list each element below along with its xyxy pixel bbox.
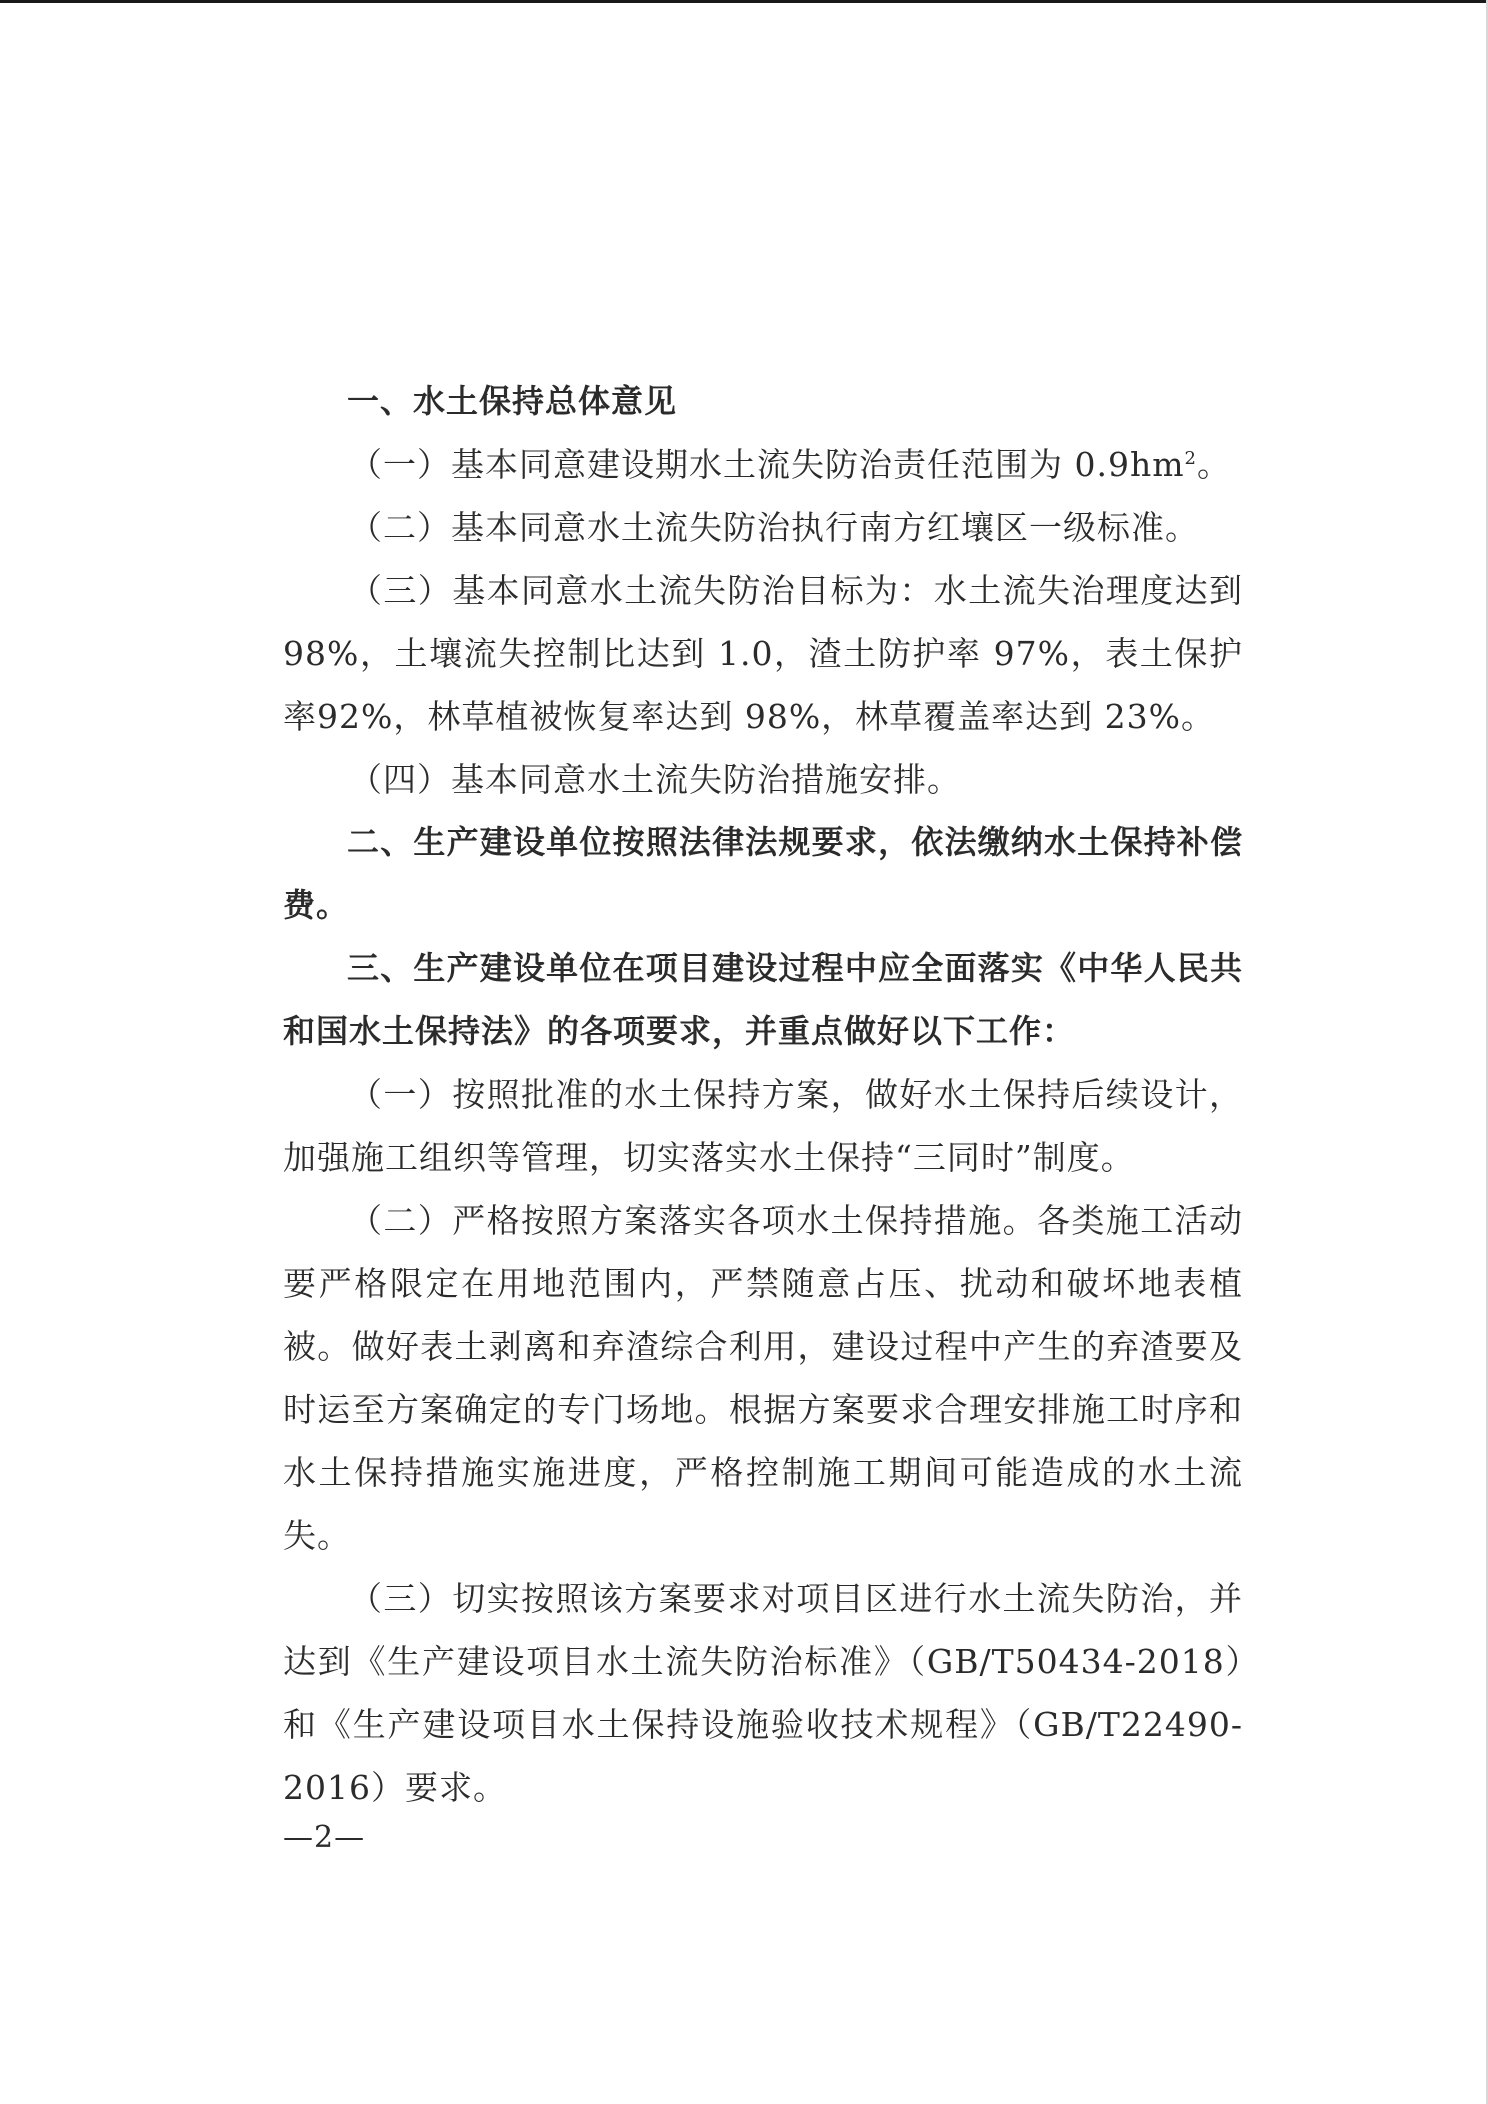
section2-heading: 二、生产建设单位按照法律法规要求，依法缴纳水土保持补偿费。 <box>283 823 1243 924</box>
page-top-border <box>0 0 1488 3</box>
page-number: —2— <box>283 1820 366 1855</box>
section1-item1 <box>283 433 1243 496</box>
document-body <box>283 370 1243 1819</box>
area-unit-superscript: 2 <box>1184 448 1197 469</box>
section1-item2: （二）基本同意水土流失防治执行南方红壤区一级标准。 <box>349 508 1199 547</box>
section3-item2: （二）严格按照方案落实各项水土保持措施。各类施工活动要严格限定在用地范围内，严禁随意占压、扰动和破坏地表植被。做好表土剥离和弃渣综合利用，建设过程中产生的弃渣要及时运至方案确定的专门场地。根据方案要求合理安排施工时序和水土保持措施实施进度，严格控制施工期间可能造成的水土流失。 <box>283 1201 1243 1555</box>
section1-item4: （四）基本同意水土流失防治措施安排。 <box>349 760 961 799</box>
section3-item1: （一）按照批准的水土保持方案，做好水土保持后续设计，加强施工组织等管理，切实落实水土保持“三同时”制度。 <box>283 1075 1243 1177</box>
section1-heading: 一、水土保持总体意见 <box>347 382 678 420</box>
section1-item3: （三）基本同意水土流失防治目标为：水土流失治理度达到98%，土壤流失控制比达到 1.0，渣土防护率 97%，表土保护率92%，林草植被恢复率达到 98%，林草覆盖率达到 23%。 <box>283 571 1243 736</box>
section1-item1-end: 。 <box>1196 445 1231 484</box>
section3-heading: 三、生产建设单位在项目建设过程中应全面落实《中华人民共和国水土保持法》的各项要求，并重点做好以下工作： <box>283 949 1243 1050</box>
section3-item3: （三）切实按照该方案要求对项目区进行水土流失防治，并达到《生产建设项目水土流失防治标准》（GB/T50434-2018）和《生产建设项目水土保持设施验收技术规程》（GB/T22490-2016）要求。 <box>283 1579 1243 1807</box>
section1-item1-text: （一）基本同意建设期水土流失防治责任范围为 0.9hm <box>349 445 1185 484</box>
